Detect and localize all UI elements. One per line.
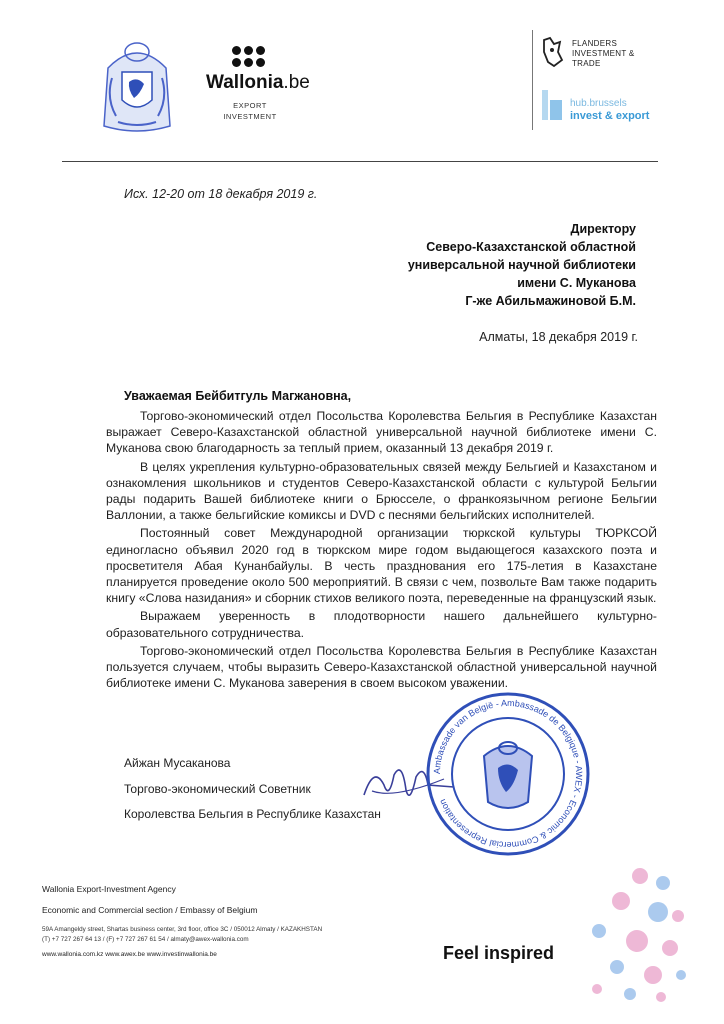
- body-paragraph: Торгово-экономический отдел Посольства Королевства Бельгия в Республике Казахстан выражает Северо-Казахстанской областной универсальной научной библиотеке имени С. Муканова свою благодарность за теплый прием, оказанный 13 декабря 2019 г.: [106, 409, 657, 456]
- salutation: Уважаемая Бейбитгуль Магжановна,: [124, 389, 352, 403]
- decorative-dot: [656, 876, 670, 890]
- addressee-line: Г-же Абильмажиновой Б.М.: [465, 294, 636, 308]
- stamp-ring-text: Ambassade van België - Ambassade de Belgique - AWEX - Economic & Commercial Representation: [431, 697, 585, 851]
- decorative-dot: [632, 868, 648, 884]
- invest-export-label: invest & export: [570, 110, 650, 122]
- body-paragraph: В целях укрепления культурно-образовательных связей между Бельгией и Казахстаном и ознакомления школьников и студентов Северо-Казахстанской области с культурой Бельгии рады подарить Вашей библиотеке книги о Брюсселе, о франкоязычном регионе Бельгии Валлонии, а также бельгийские комиксы и DVD с песнями бельгийских исполнителей.: [106, 459, 657, 523]
- decorative-dot: [626, 930, 648, 952]
- embassy-stamp: [424, 690, 592, 858]
- signatory-name: Айжан Мусаканова: [124, 756, 231, 770]
- flanders-lion-icon: [540, 36, 566, 70]
- signatory-organization: Королевства Бельгия в Республике Казахстан: [124, 807, 381, 821]
- header-rule: [62, 161, 658, 162]
- hub-brussels-icon: [540, 88, 566, 122]
- decorative-dot: [592, 924, 606, 938]
- outgoing-reference: Исх. 12-20 от 18 декабря 2019 г.: [124, 187, 318, 201]
- wallonia-dots-logo: [232, 46, 266, 68]
- addressee-line: универсальной научной библиотеки: [407, 258, 636, 272]
- decorative-dot: [644, 966, 662, 984]
- header-divider: [532, 30, 533, 130]
- addressee-block: [408, 220, 636, 310]
- footer-slogan: Feel inspired: [443, 943, 555, 963]
- footer-agency: Wallonia Export-Investment Agency: [42, 884, 176, 894]
- decorative-dot: [656, 992, 666, 1002]
- decorative-dot: [676, 970, 686, 980]
- signatory-title: Торгово-экономический Советник: [124, 782, 311, 796]
- decorative-dot: [592, 984, 602, 994]
- wallonia-brand-name: Wallonia.be: [206, 72, 310, 93]
- footer-websites: www.wallonia.com.kz www.awex.be www.investinwallonia.be: [42, 951, 217, 958]
- addressee-line: Северо-Казахстанской областной: [426, 240, 636, 254]
- letter-body: [106, 408, 657, 693]
- decorative-dot: [624, 988, 636, 1000]
- body-paragraph: Выражаем уверенность в плодотворности нашего дальнейшего культурно-образовательного сотрудничества.: [106, 609, 657, 640]
- decorative-dot: [610, 960, 624, 974]
- belgian-coat-of-arms-logo: [98, 38, 176, 138]
- addressee-line: имени С. Муканова: [517, 276, 636, 290]
- decorative-dot-pattern: [552, 858, 692, 1008]
- wallonia-subtitle: EXPORT INVESTMENT: [223, 101, 277, 121]
- hub-brussels-label: hub.brussels: [570, 98, 627, 109]
- decorative-dot: [672, 910, 684, 922]
- body-paragraph: Постоянный совет Международной организации тюркской культуры ТЮРКСОЙ единогласно объявил 2020 год в тюркском мире годом выдающегося казахского поэта и просветителя Абая Кунанбайулы. В честь празднования его 175-летия в Казахстане планируется проведение около 500 мероприятий. В связи с чем, позвольте Вам также подарить книгу «Слова назидания» и сборник стихов великого поэта, переведенные на французский язык.: [106, 526, 657, 606]
- flanders-investment-trade-label: FLANDERS INVESTMENT & TRADE: [572, 39, 635, 68]
- decorative-dot: [648, 902, 668, 922]
- decorative-dot: [662, 940, 678, 956]
- footer-section: Economic and Commercial section / Embassy of Belgium: [42, 905, 258, 915]
- addressee-line: Директору: [570, 222, 636, 236]
- decorative-dot: [612, 892, 630, 910]
- footer-address: 59A Amangeldy street, Shartas business center, 3rd floor, office 3C / 050012 Almaty / KAZAKHSTAN (T) +7 727 267 64 13 / (F) +7 727 267 61 54 / almaty@awex-wallonia.com: [42, 926, 323, 943]
- body-paragraph: Торгово-экономический отдел Посольства Королевства Бельгия в Республике Казахстан пользуется случаем, чтобы выразить Северо-Казахстанской областной универсальной научной библиотеке имени С. Муканова заверения в своем высоком уважении.: [106, 643, 657, 691]
- city-date: Алматы, 18 декабря 2019 г.: [479, 330, 638, 344]
